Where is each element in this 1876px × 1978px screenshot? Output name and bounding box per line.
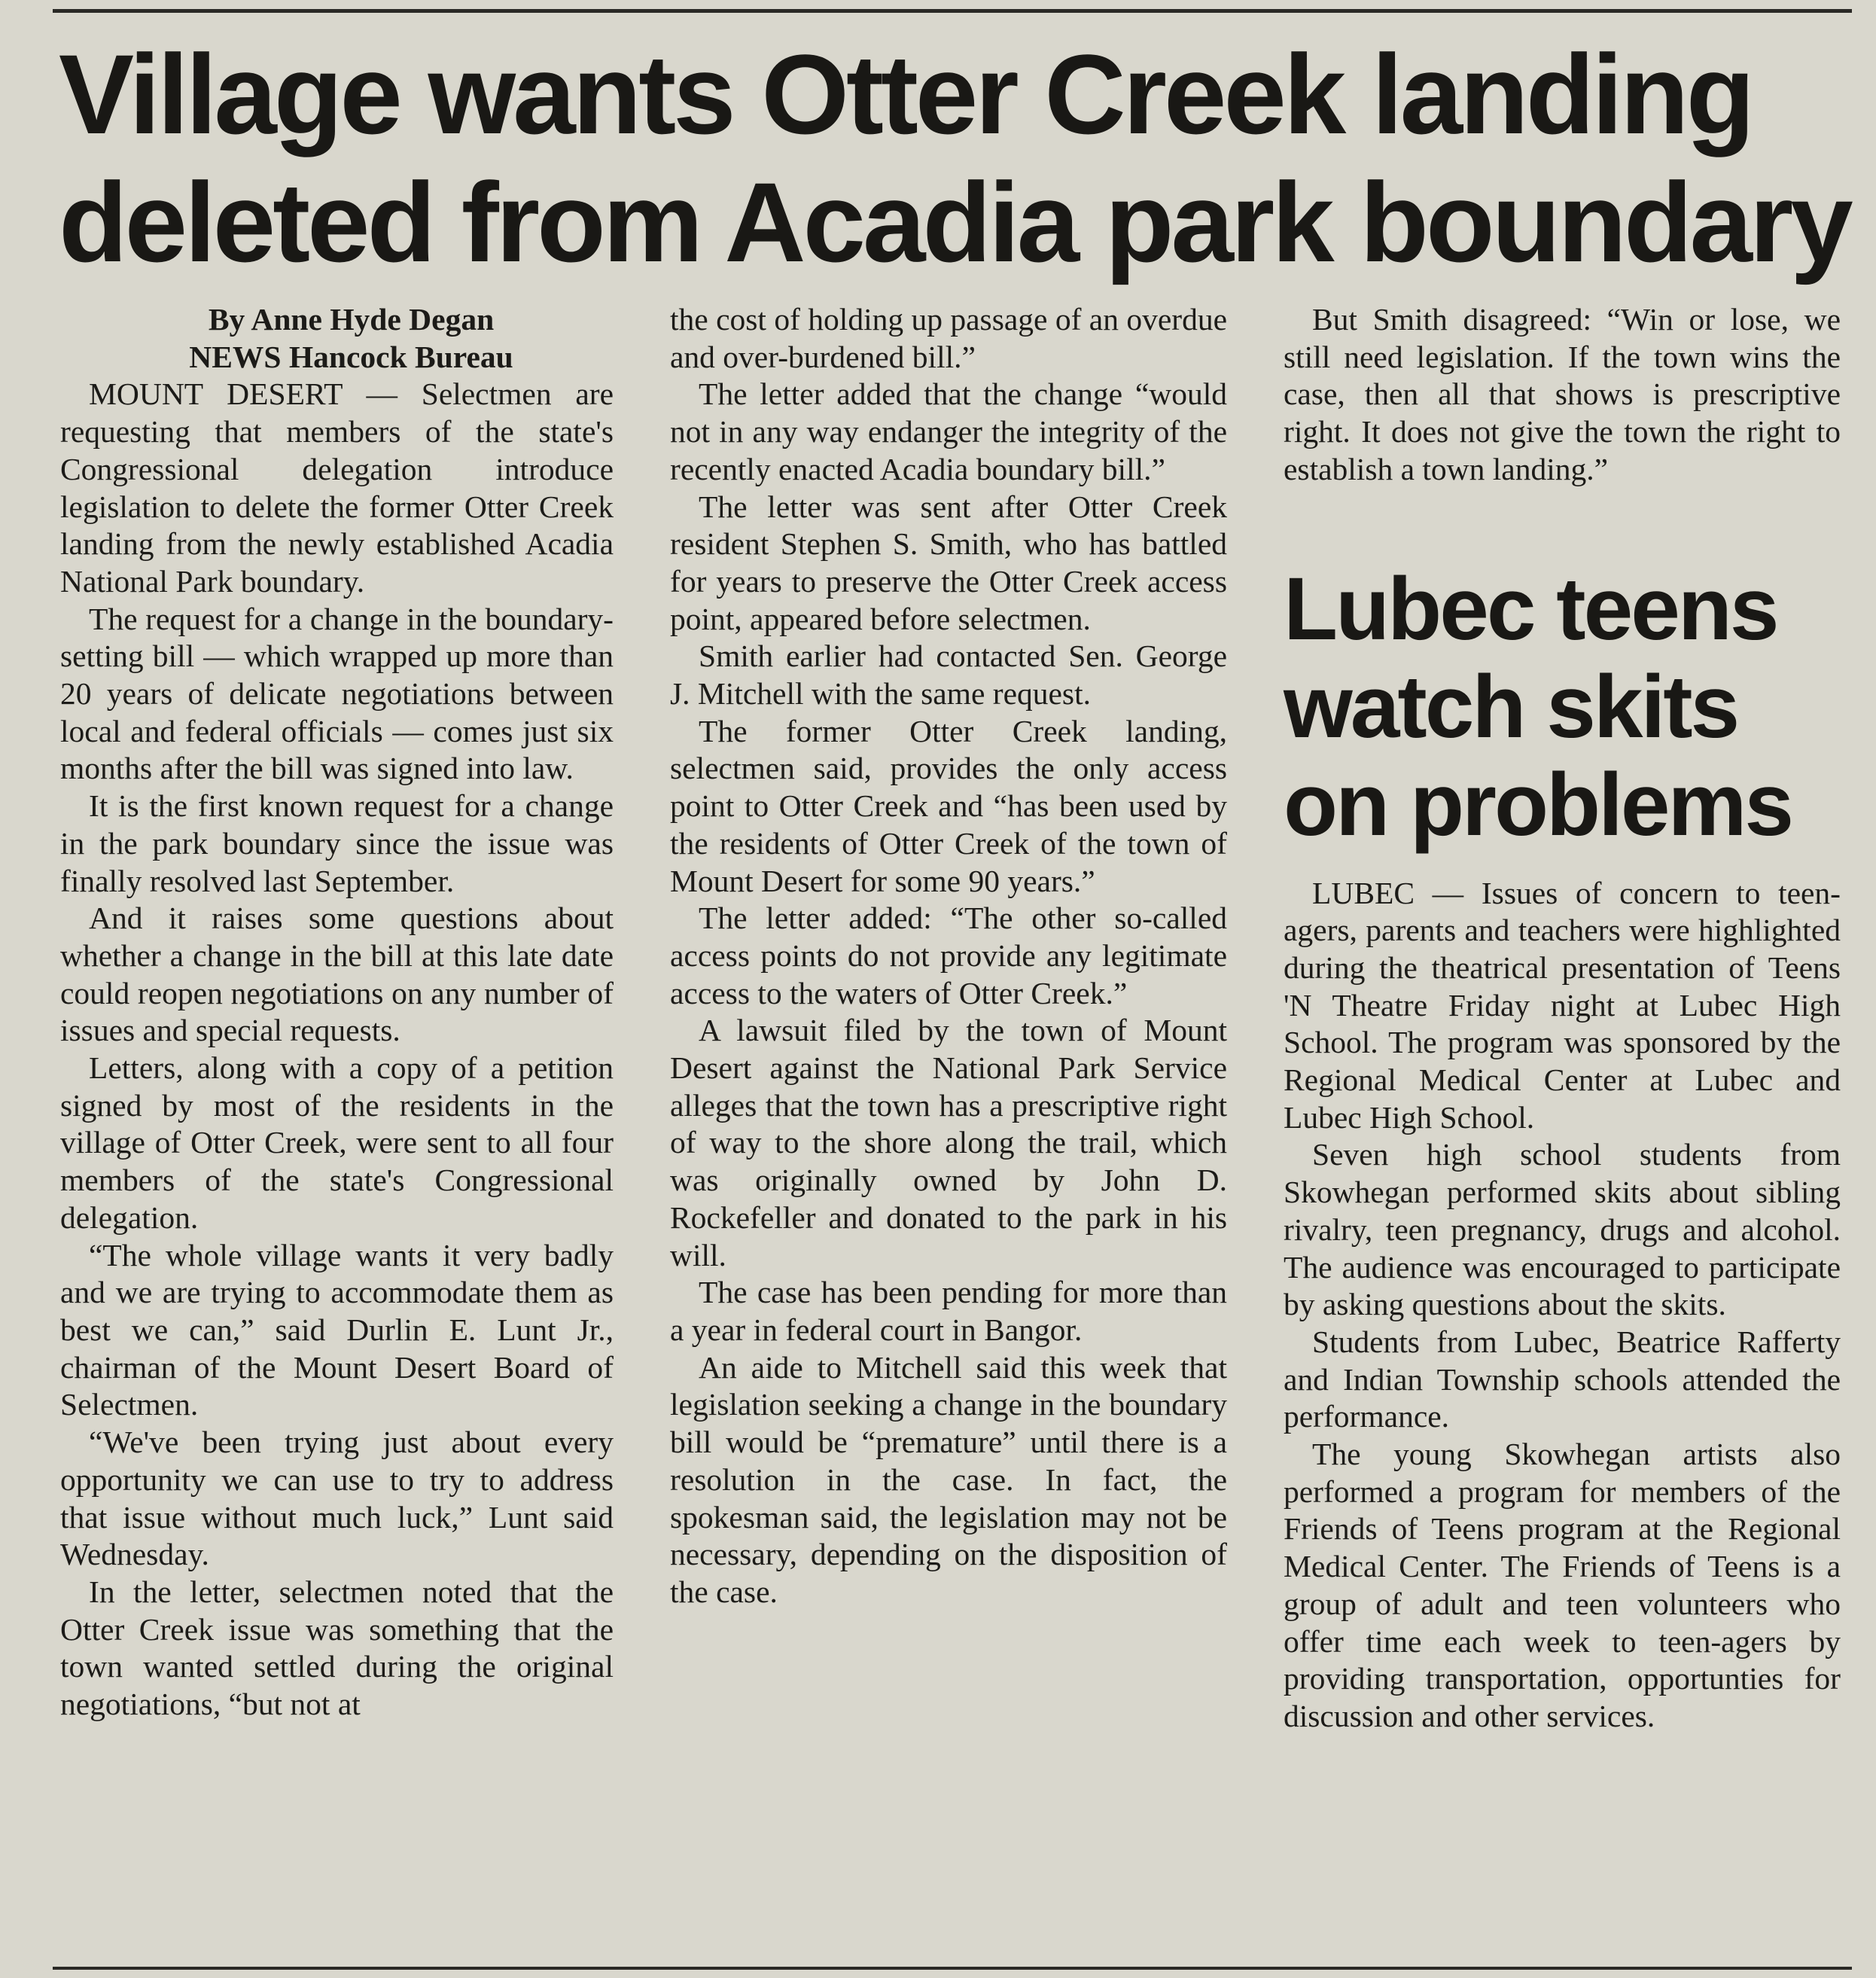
dateline: MOUNT DESERT — — [89, 376, 422, 412]
article-paragraph: The case has been pending for more than a year in federal court in Bangor. — [670, 1275, 1227, 1347]
article-paragraph: The former Otter Creek landing, selectmen said, provides the only access point to Otter Creek and “has been used by the residents of Otter Creek of the town of Mount Desert for some 90 years.” — [670, 713, 1227, 898]
lead-paragraph — [60, 376, 614, 600]
byline-author: By Anne Hyde Degan — [208, 302, 495, 337]
article-paragraph: “The whole village wants it very badly and we are trying to accommodate them as best we can,” said Durlin E. Lunt Jr., chairman of the Mount Desert Board of Selectmen. — [60, 1237, 614, 1422]
article-paragraph: But Smith disagreed: “Win or lose, we still need legislation. If the town wins the case, then all that shows is prescriptive right. It does not give the town the right to establish a town landing.” — [1284, 302, 1841, 486]
bottom-rule — [53, 1967, 1852, 1970]
article-paragraph: The request for a change in the boundary-setting bill — which wrapped up more than 20 years of delicate negotiations between local and federal officials — comes just six months after the bill was signed into law. — [60, 601, 614, 786]
article-paragraph: A lawsuit filed by the town of Mount Desert against the National Park Service alleges that the town has a prescriptive right of way to the shore along the trail, which was originally owned by John D. Rockefeller and donated to the park in his will. — [670, 1013, 1227, 1272]
article-paragraph: The letter added that the change “would not in any way endanger the integrity of the recently enacted Acadia boundary bill.” — [670, 376, 1227, 486]
article-paragraph: The letter added: “The other so-called access points do not provide any legitimate access to the waters of Otter Creek.” — [670, 901, 1227, 1010]
lubec-paragraph: The young Skowhegan artists also performed a program for members of the Friends of Teens program at the Regional Medical Center. The Friends of Teens is a group of adult and teen volunteers who offer time each week to teen-agers by providing transportation, opportunties for discussion and other services. — [1284, 1437, 1841, 1733]
article-paragraph: It is the first known request for a change in the park boundary since the issue was finally resolved last September. — [60, 788, 614, 898]
article-paragraph: Smith earlier had contacted Sen. George J. Mitchell with the same request. — [670, 639, 1227, 712]
secondary-headline: Lubec teens watch skits on problems — [1284, 559, 1792, 855]
article-paragraph-continued: the cost of holding up passage of an overdue and over-burdened bill.” — [670, 302, 1227, 374]
article-column-2 — [670, 301, 1227, 1611]
lubec-paragraph: Seven high school students from Skowhegan performed skits about sibling rivalry, teen pregnancy, drugs and alcohol. The audience was encouraged to participate by asking questions about the skits. — [1284, 1137, 1841, 1322]
byline-bureau: NEWS Hancock Bureau — [189, 339, 513, 374]
article-paragraph: The letter was sent after Otter Creek resident Stephen S. Smith, who has battled for years to preserve the Otter Creek access point, appeared before selectmen. — [670, 489, 1227, 636]
article-paragraph: Letters, along with a copy of a petition signed by most of the residents in the village of Otter Creek, were sent to all four members of the state's Congressional delegation. — [60, 1050, 614, 1235]
main-headline: Village wants Otter Creek landing deleted from Acadia park boundary — [59, 31, 1850, 285]
lead-text: Selectmen are requesting that members of the state's Congressional delegation introduce legislation to delete the former Otter Creek landing from the newly established Acadia National Park boundary. — [60, 376, 614, 599]
article-paragraph: In the letter, selectmen noted that the Otter Creek issue was something that the town wanted settled during the original negotiations, “but not at — [60, 1574, 614, 1722]
lubec-paragraph: Students from Lubec, Beatrice Rafferty and Indian Township schools attended the performance. — [1284, 1324, 1841, 1434]
lubec-lead-paragraph — [1284, 875, 1841, 1137]
article-paragraph: And it raises some questions about whether a change in the bill at this late date could reopen negotiations on any number of issues and special requests. — [60, 901, 614, 1048]
article-column-3 — [1284, 301, 1841, 1736]
article-paragraph: “We've been trying just about every opportunity we can use to try to address that issue without much luck,” Lunt said Wednesday. — [60, 1425, 614, 1572]
lubec-dateline: LUBEC — — [1312, 875, 1482, 910]
article-column-1 — [60, 301, 614, 1724]
top-rule — [53, 9, 1852, 13]
article-paragraph: An aide to Mitchell said this week that legislation seeking a change in the boundary bill would be “premature” until there is a resolution in the case. In fact, the spokesman said, the legislation may not be necessary, depending on the disposition of the case. — [670, 1349, 1227, 1609]
lubec-lead-text: Issues of concern to teen-agers, parents and teachers were highlighted during the theatrical presentation of Teens 'N Theatre Friday night at Lubec High School. The program was sponsored by the Regional Medical Center at Lubec and Lubec High School. — [1284, 875, 1841, 1135]
